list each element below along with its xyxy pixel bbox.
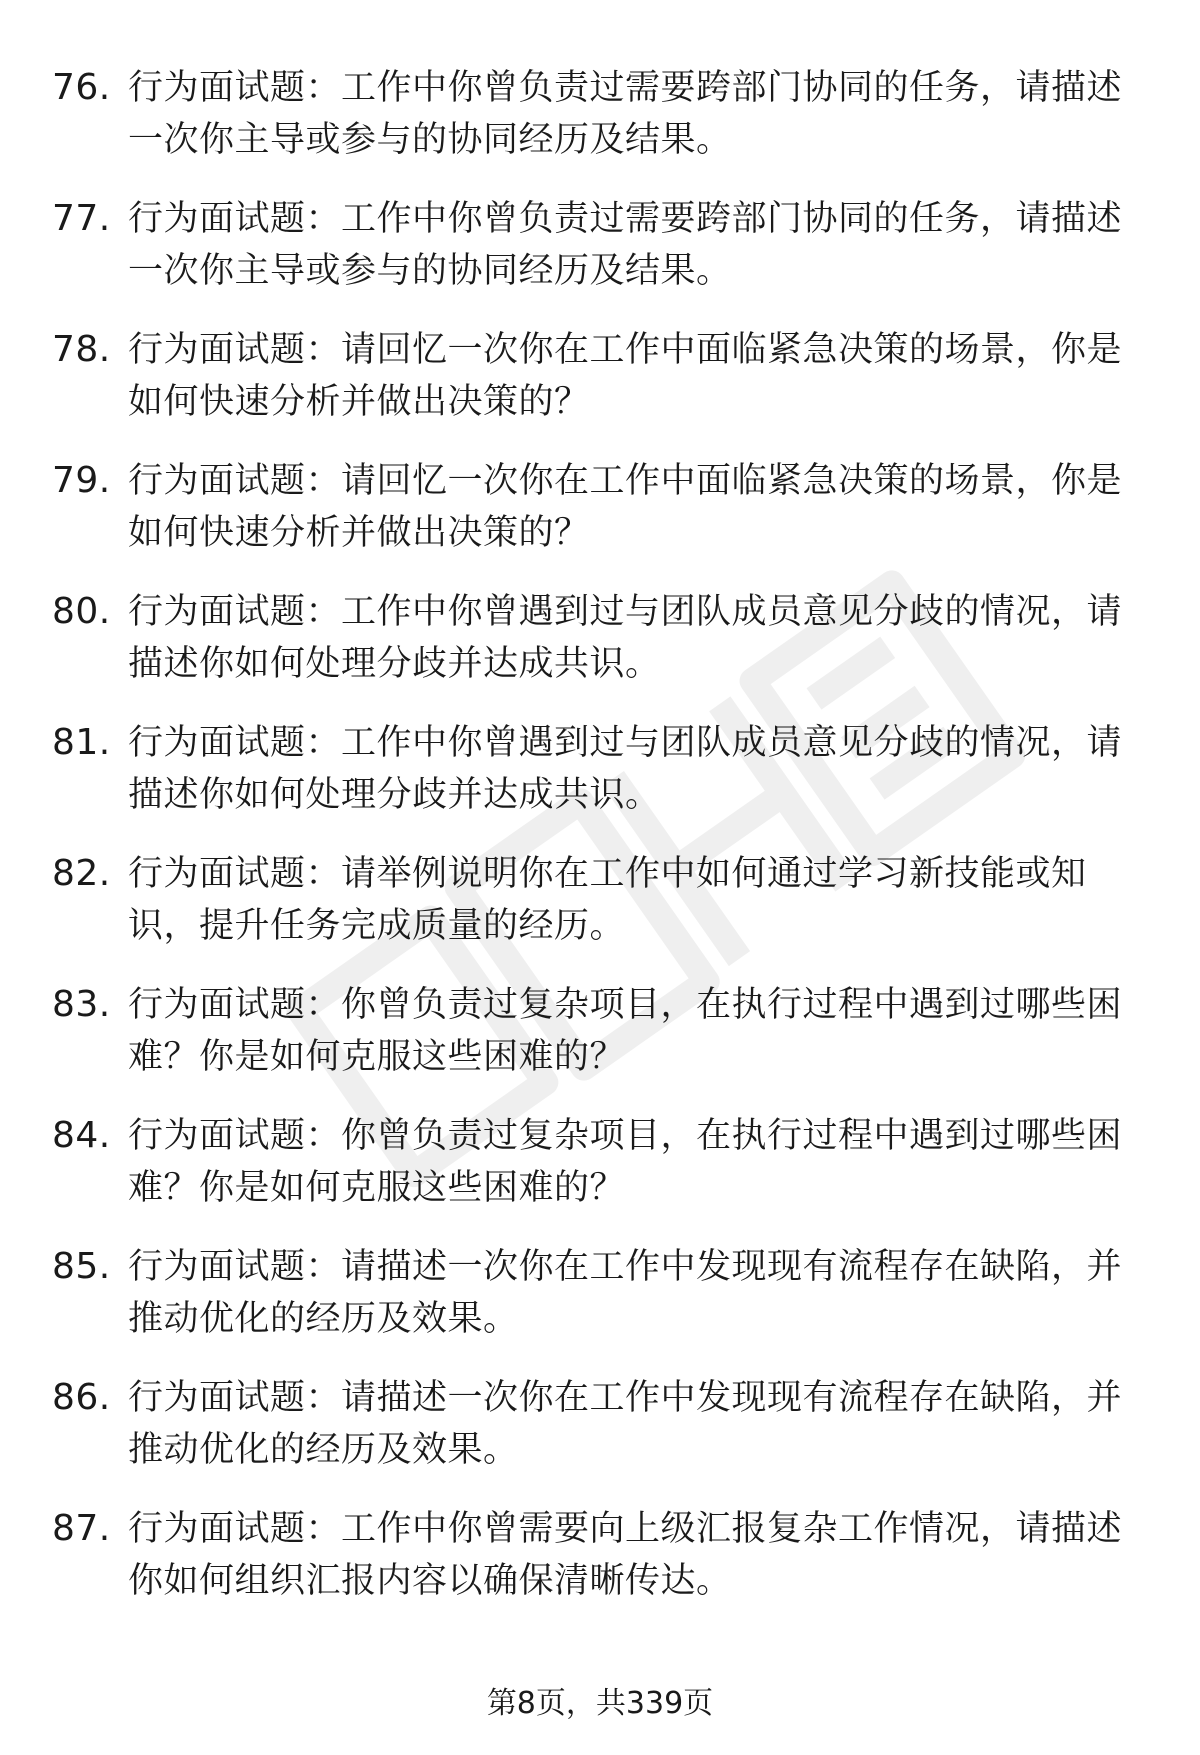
question-item (52, 979, 1152, 1110)
question-number: 83. (52, 984, 111, 1025)
question-text: 行为面试题：请回忆一次你在工作中面临紧急决策的场景，你是 如何快速分析并做出决策的？ (128, 330, 1123, 422)
question-number: 84. (52, 1115, 111, 1156)
question-number: 82. (52, 853, 111, 894)
question-item (52, 717, 1152, 848)
question-number: 78. (52, 329, 111, 370)
question-number: 85. (52, 1246, 111, 1287)
question-text: 行为面试题：请回忆一次你在工作中面临紧急决策的场景，你是 如何快速分析并做出决策的？ (128, 461, 1123, 553)
question-item (52, 455, 1152, 586)
question-number: 87. (52, 1508, 111, 1549)
question-item (52, 1241, 1152, 1372)
question-item (52, 848, 1152, 979)
question-item (52, 1503, 1152, 1634)
question-number: 81. (52, 722, 111, 763)
question-item (52, 1372, 1152, 1503)
question-item (52, 62, 1152, 193)
question-text: 行为面试题：你曾负责过复杂项目，在执行过程中遇到过哪些困 难？你是如何克服这些困难的？ (128, 985, 1123, 1077)
page-indicator: 第8页，共339页 (486, 1686, 714, 1721)
question-item (52, 1110, 1152, 1241)
question-text: 行为面试题：工作中你曾负责过需要跨部门协同的任务，请描述 一次你主导或参与的协同经历及结果。 (128, 199, 1123, 291)
question-text: 行为面试题：你曾负责过复杂项目，在执行过程中遇到过哪些困 难？你是如何克服这些困难的？ (128, 1116, 1123, 1208)
question-text: 行为面试题：请描述一次你在工作中发现现有流程存在缺陷，并 推动优化的经历及效果。 (128, 1247, 1123, 1339)
question-text: 行为面试题：工作中你曾遇到过与团队成员意见分歧的情况，请 描述你如何处理分歧并达成共识。 (128, 723, 1123, 815)
question-number: 79. (52, 460, 111, 501)
question-item (52, 324, 1152, 455)
question-text: 行为面试题：工作中你曾遇到过与团队成员意见分歧的情况，请 描述你如何处理分歧并达成共识。 (128, 592, 1123, 684)
question-text: 行为面试题：请描述一次你在工作中发现现有流程存在缺陷，并 推动优化的经历及效果。 (128, 1378, 1123, 1470)
question-list (52, 62, 1152, 1634)
question-item (52, 586, 1152, 717)
question-number: 86. (52, 1377, 111, 1418)
question-number: 76. (52, 67, 111, 108)
question-item (52, 193, 1152, 324)
question-text: 行为面试题：工作中你曾负责过需要跨部门协同的任务，请描述 一次你主导或参与的协同经历及结果。 (128, 68, 1123, 160)
question-text: 行为面试题：请举例说明你在工作中如何通过学习新技能或知 识，提升任务完成质量的经历。 (128, 854, 1087, 946)
question-number: 80. (52, 591, 111, 632)
question-number: 77. (52, 198, 111, 239)
question-text: 行为面试题：工作中你曾需要向上级汇报复杂工作情况，请描述 你如何组织汇报内容以确保清晰传达。 (128, 1509, 1123, 1601)
